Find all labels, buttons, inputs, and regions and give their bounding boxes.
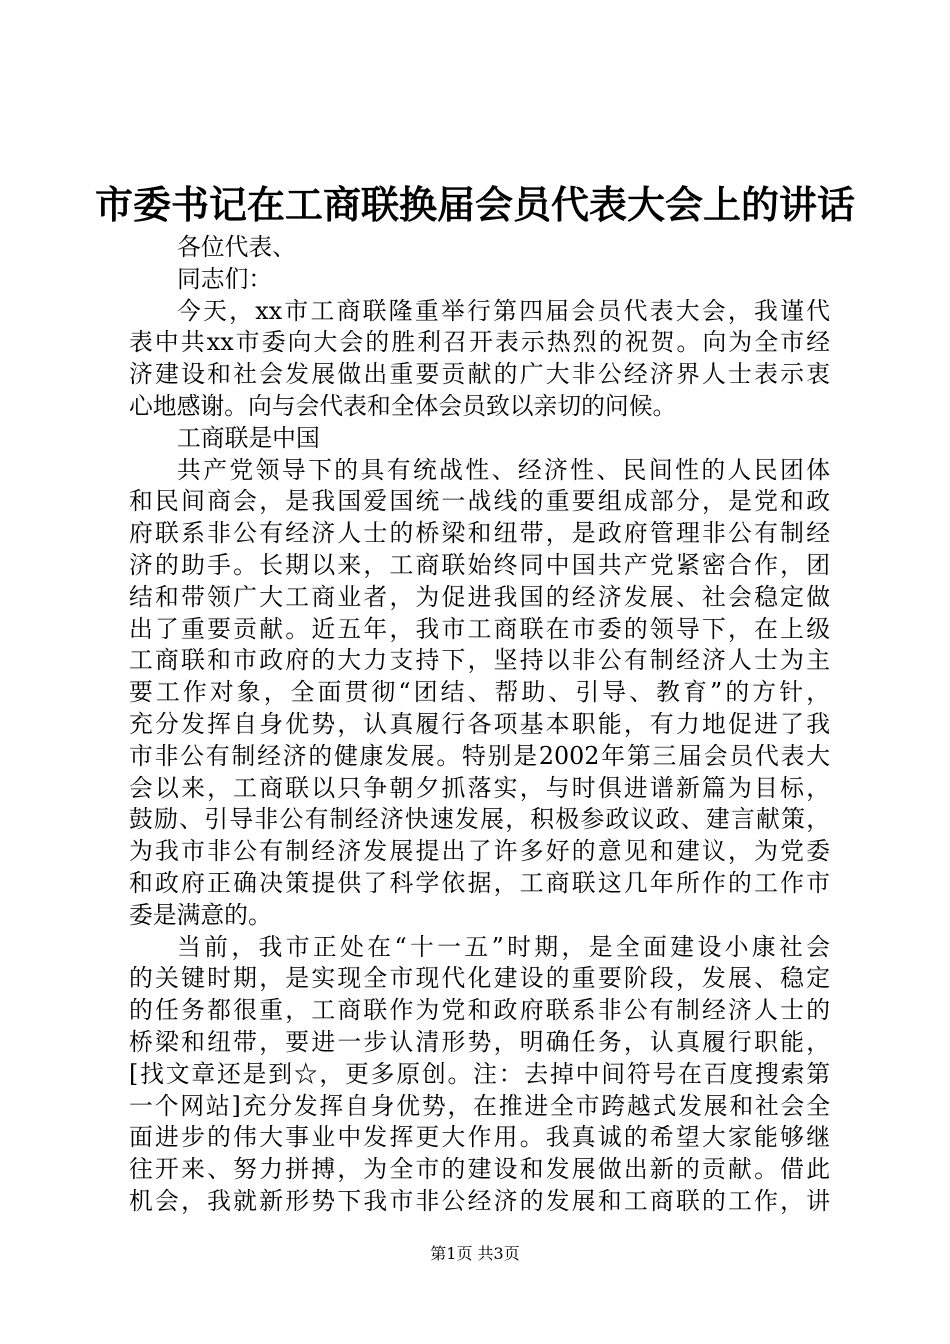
body-line: 出了重要贡献。近五年，我市工商联在市委的领导下，在上级	[129, 614, 830, 643]
body-line: 结和带领广大工商业者，为促进我国的经济发展、社会稳定做	[129, 582, 830, 611]
body-line: 的关键时期，是实现全市现代化建设的重要阶段，发展、稳定	[129, 964, 830, 993]
body-line: 机会，我就新形势下我市非公经济的发展和工商联的工作，讲	[129, 1186, 830, 1215]
body-line: 和民间商会，是我国爱国统一战线的重要组成部分，是党和政	[129, 487, 830, 516]
body-line: 委是满意的。	[129, 900, 272, 929]
body-line: 工商联和市政府的大力支持下，坚持以非公有制经济人士为主	[129, 646, 830, 675]
body-line: 济建设和社会发展做出重要贡献的广大非公经济界人士表示衷	[129, 360, 830, 389]
body-line: 心地感谢。向与会代表和全体会员致以亲切的问候。	[129, 391, 677, 420]
body-line: 会以来，工商联以只争朝夕抓落实，与时俱进谱新篇为目标，	[129, 773, 830, 802]
body-line: 面进步的伟大事业中发挥更大作用。我真诚的希望大家能够继	[129, 1123, 830, 1152]
document-body	[129, 232, 830, 1218]
body-line: 当前，我市正处在“十一五”时期，是全面建设小康社会	[177, 932, 830, 961]
body-line: 济的助手。长期以来，工商联始终同中国共产党紧密合作，团	[129, 550, 830, 579]
body-line: 往开来、努力拼搏，为全市的建设和发展做出新的贡献。借此	[129, 1155, 830, 1184]
body-line: 府联系非公有经济人士的桥梁和纽带，是政府管理非公有制经	[129, 519, 830, 548]
body-line: 同志们：	[177, 264, 273, 293]
body-line: 和政府正确决策提供了科学依据，工商联这几年所作的工作市	[129, 868, 830, 897]
body-line: 桥梁和纽带，要进一步认清形势，明确任务，认真履行职能，	[129, 1027, 830, 1056]
page-footer: 第1页 共3页	[430, 1244, 520, 1263]
body-line: 鼓励、引导非公有制经济快速发展，积极参政议政、建言献策，	[129, 805, 830, 834]
body-line: 共产党领导下的具有统战性、经济性、民间性的人民团体	[177, 455, 830, 484]
document-title: 市委书记在工商联换届会员代表大会上的讲话	[94, 182, 855, 227]
body-line: 市非公有制经济的健康发展。特别是2002年第三届会员代表大	[129, 741, 830, 770]
body-line: 今天，xx市工商联隆重举行第四届会员代表大会，我谨代	[177, 296, 830, 325]
body-line: 的任务都很重，工商联作为党和政府联系非公有制经济人士的	[129, 996, 830, 1025]
body-line: 工商联是中国	[177, 423, 320, 452]
body-line: 各位代表、	[177, 233, 296, 261]
body-line: 表中共xx市委向大会的胜利召开表示热烈的祝贺。向为全市经	[129, 328, 830, 357]
body-line: 要工作对象，全面贯彻“团结、帮助、引导、教育”的方针，	[129, 678, 830, 707]
body-line: 为我市非公有制经济发展提出了许多好的意见和建议，为党委	[129, 837, 830, 866]
body-line: 一个网站]充分发挥自身优势，在推进全市跨越式发展和社会全	[129, 1091, 830, 1120]
body-line: [找文章还是到☆，更多原创。注：去掉中间符号在百度搜索第	[129, 1059, 830, 1088]
body-line: 充分发挥自身优势，认真履行各项基本职能，有力地促进了我	[129, 709, 830, 738]
